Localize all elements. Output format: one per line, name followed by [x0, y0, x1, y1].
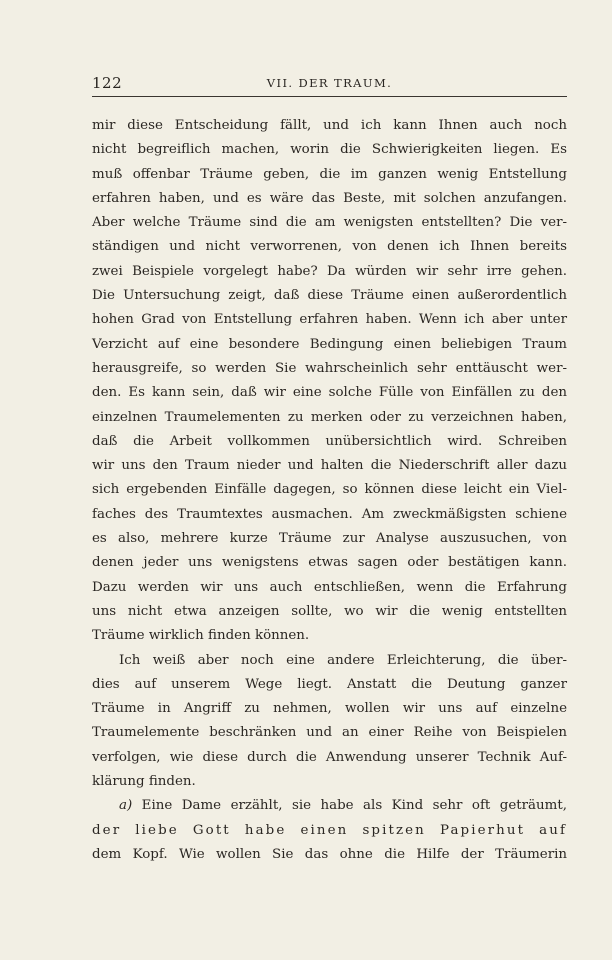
paragraph-start-line: Ich weiß aber noch eine andere Erleichterung, die über-	[119, 652, 567, 668]
text-line: nicht begreiflich machen, worin die Schwierigkeiten liegen. Es	[92, 142, 567, 158]
text-line: Dazu werden wir uns auch entschließen, wenn die Erfahrung	[92, 579, 567, 595]
text-line: ständigen und nicht verworrenen, von denen ich Ihnen bereits	[92, 239, 567, 255]
spaced-text-line: der liebe Gott habe einen spitzen Papierhut auf	[92, 822, 567, 838]
text-line: faches des Traumtextes ausmachen. Am zweckmäßigsten schiene	[92, 506, 567, 522]
page-header	[92, 74, 567, 97]
text-line: mir diese Entscheidung fällt, und ich kann Ihnen auch noch	[92, 118, 567, 133]
text-line: dies auf unserem Wege liegt. Anstatt die Deutung ganzer	[92, 676, 567, 692]
text-line: Träume in Angriff zu nehmen, wollen wir uns auf einzelne	[92, 701, 567, 717]
text-line: Träume wirklich finden können.	[92, 628, 310, 644]
page-number: 122	[92, 74, 123, 92]
text-line: erfahren haben, und es wäre das Beste, mit solchen anzufangen.	[92, 190, 567, 206]
text-line: daß die Arbeit vollkommen unübersichtlich wird. Schreiben	[92, 433, 567, 449]
text-line: einzelnen Traumelementen zu merken oder zu verzeichnen haben,	[92, 409, 567, 425]
text-line: herausgreife, so werden Sie wahrscheinlich sehr enttäuscht wer-	[92, 360, 567, 376]
text-line: dem Kopf. Wie wollen Sie das ohne die Hilfe der Träumerin	[92, 846, 567, 862]
text-line: muß offenbar Träume geben, die im ganzen wenig Entstellung	[92, 166, 567, 182]
text-line: Traumelemente beschränken und an einer Reihe von Beispielen	[92, 725, 567, 741]
text-line: uns nicht etwa anzeigen sollte, wo wir die wenig entstellten	[92, 603, 567, 619]
text-line: Verzicht auf eine besondere Bedingung einen beliebigen Traum	[92, 336, 567, 352]
text-line: hohen Grad von Entstellung erfahren haben. Wenn ich aber unter	[92, 312, 567, 328]
text-line: wir uns den Traum nieder und halten die Niederschrift aller dazu	[92, 458, 567, 474]
example-marker: a)	[119, 798, 133, 814]
text-line: klärung finden.	[92, 774, 196, 790]
body-text	[92, 114, 567, 867]
text-line: zwei Beispiele vorgelegt habe? Da würden wir sehr irre gehen.	[92, 263, 567, 279]
text-line: denen jeder uns wenigstens etwas sagen oder bestätigen kann.	[92, 555, 567, 571]
text-line: verfolgen, wie diese durch die Anwendung unserer Technik Auf-	[92, 749, 567, 765]
text-line: sich ergebenden Einfälle dagegen, so können diese leicht ein Viel-	[92, 482, 567, 498]
text-line: es also, mehrere kurze Träume zur Analyse auszusuchen, von	[92, 531, 567, 547]
text-line: Aber welche Träume sind die am wenigsten entstellten? Die ver-	[92, 215, 567, 231]
text-line: den. Es kann sein, daß wir eine solche Fülle von Einfällen zu den	[92, 385, 567, 401]
running-head: VII. DER TRAUM.	[266, 76, 393, 90]
example-a-line: a) Eine Dame erzählt, sie habe als Kind sehr oft geträumt,	[119, 798, 567, 814]
text-line: Die Untersuchung zeigt, daß diese Träume einen außerordentlich	[92, 288, 567, 304]
